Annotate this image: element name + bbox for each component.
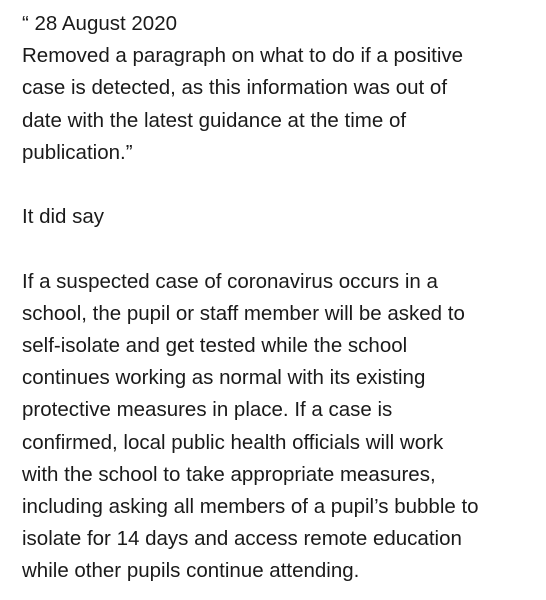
guidance-line: confirmed, local public health officials will work bbox=[22, 430, 444, 454]
update-note-line: publication.” bbox=[22, 140, 133, 164]
guidance-line: continues working as normal with its existing bbox=[22, 366, 426, 390]
paragraph-spacer bbox=[22, 169, 526, 201]
document bbox=[22, 8, 526, 588]
guidance-line: with the school to take appropriate measures, bbox=[22, 462, 436, 486]
guidance-line: If a suspected case of coronavirus occurs in a bbox=[22, 269, 438, 293]
guidance-line: while other pupils continue attending. bbox=[22, 559, 360, 583]
paragraph-spacer bbox=[22, 233, 526, 265]
guidance-line: protective measures in place. If a case is bbox=[22, 398, 393, 422]
guidance-line: self-isolate and get tested while the school bbox=[22, 334, 408, 357]
guidance-line: including asking all members of a pupil’s bubble to bbox=[22, 495, 479, 519]
update-date-line: “ 28 August 2020 bbox=[22, 12, 178, 35]
quoted-update-note bbox=[22, 8, 526, 169]
quoted-guidance-paragraph bbox=[22, 266, 526, 588]
update-note-line: Removed a paragraph on what to do if a positive bbox=[22, 44, 464, 68]
update-note-line: case is detected, as this information was out of bbox=[22, 76, 448, 100]
guidance-line: school, the pupil or staff member will be asked to bbox=[22, 301, 465, 325]
intro-line: It did say bbox=[22, 205, 105, 229]
update-note-line: date with the latest guidance at the time of bbox=[22, 108, 407, 132]
guidance-line: isolate for 14 days and access remote education bbox=[22, 527, 462, 551]
